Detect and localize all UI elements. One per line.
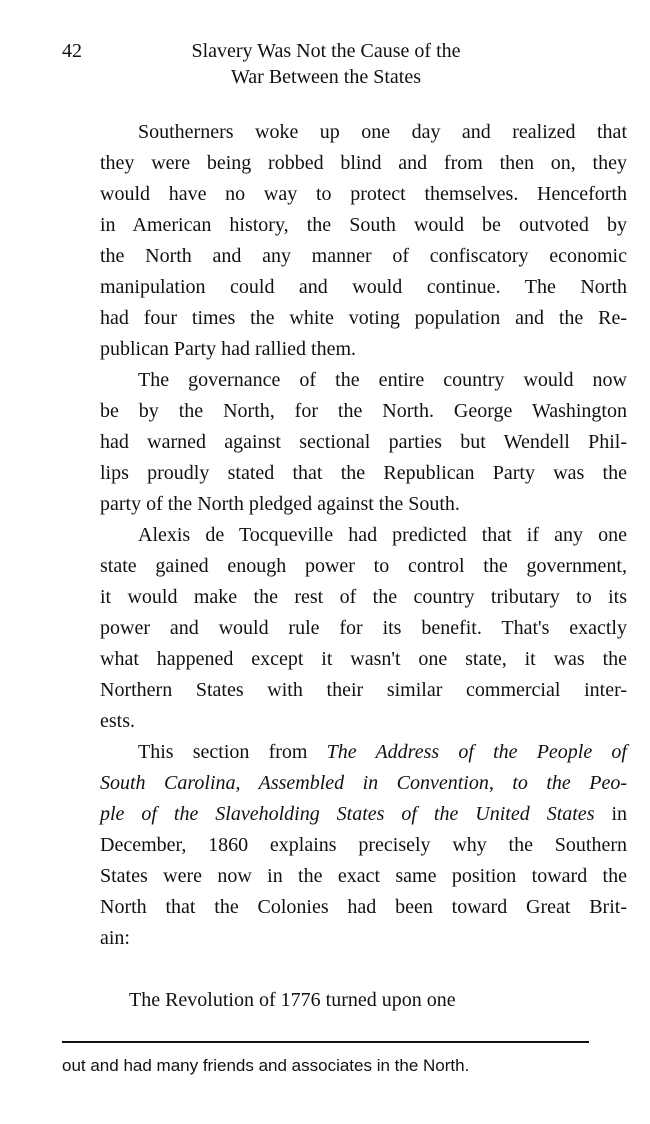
running-title-line: Slavery Was Not the Cause of the xyxy=(191,40,461,62)
paragraph xyxy=(62,737,627,954)
footnote-divider xyxy=(62,1041,589,1043)
text-line: Alexis de Tocqueville had predicted that if any one xyxy=(138,524,627,546)
text-line: state gained enough power to control the government, xyxy=(100,555,627,577)
text-line xyxy=(62,737,627,768)
text-line: North that the Colonies had been toward Great Brit- xyxy=(100,896,627,918)
text-line: manipulation could and would continue. The North xyxy=(100,276,627,298)
text-line: the North and any manner of confiscatory economic xyxy=(100,245,627,267)
citation-title: ple of the Slaveholding States of the United States xyxy=(100,803,595,825)
text-line: ain: xyxy=(100,927,130,949)
text-line: had four times the white voting population and the Re- xyxy=(100,307,627,329)
text-line: lips proudly stated that the Republican Party was the xyxy=(100,462,627,484)
citation-title: South Carolina, Assembled in Convention, to the Peo- xyxy=(100,772,627,794)
text-line: had warned against sectional parties but Wendell Phil- xyxy=(100,431,627,453)
block-quote: The Revolution of 1776 turned upon one xyxy=(129,989,456,1011)
text-line: The governance of the entire country would now xyxy=(138,369,627,391)
text-run: This section from xyxy=(138,741,327,763)
text-line: they were being robbed blind and from then on, they xyxy=(100,152,627,174)
text-line: publican Party had rallied them. xyxy=(100,338,357,360)
text-line: States were now in the exact same position toward the xyxy=(100,865,627,887)
text-line: what happened except it wasn't one state, it was the xyxy=(100,648,627,670)
paragraph xyxy=(62,117,627,365)
text-line: would have no way to protect themselves. Henceforth xyxy=(100,183,627,205)
text-line: Southerners woke up one day and realized that xyxy=(138,121,627,143)
text-line: it would make the rest of the country tributary to its xyxy=(100,586,627,608)
text-line: be by the North, for the North. George Washington xyxy=(100,400,627,422)
text-line: in American history, the South would be outvoted by xyxy=(100,214,627,236)
text-line xyxy=(62,799,627,830)
footnote: out and had many friends and associates in the North. xyxy=(62,1056,470,1075)
text-line: power and would rule for its benefit. That's exactly xyxy=(100,617,627,639)
paragraph xyxy=(62,365,627,520)
text-line: ests. xyxy=(100,710,135,732)
running-title xyxy=(122,38,530,90)
body-text xyxy=(62,117,627,954)
text-run: in xyxy=(594,803,627,825)
running-title-line: War Between the States xyxy=(231,66,421,88)
page-header xyxy=(62,38,590,98)
citation-title: The Address of the People of xyxy=(326,741,627,763)
text-line xyxy=(62,768,627,799)
text-line: December, 1860 explains precisely why the Southern xyxy=(100,834,627,856)
text-line: party of the North pledged against the South. xyxy=(100,493,460,515)
text-line: Northern States with their similar commercial inter- xyxy=(100,679,627,701)
paragraph xyxy=(62,520,627,737)
page-number: 42 xyxy=(62,40,82,62)
